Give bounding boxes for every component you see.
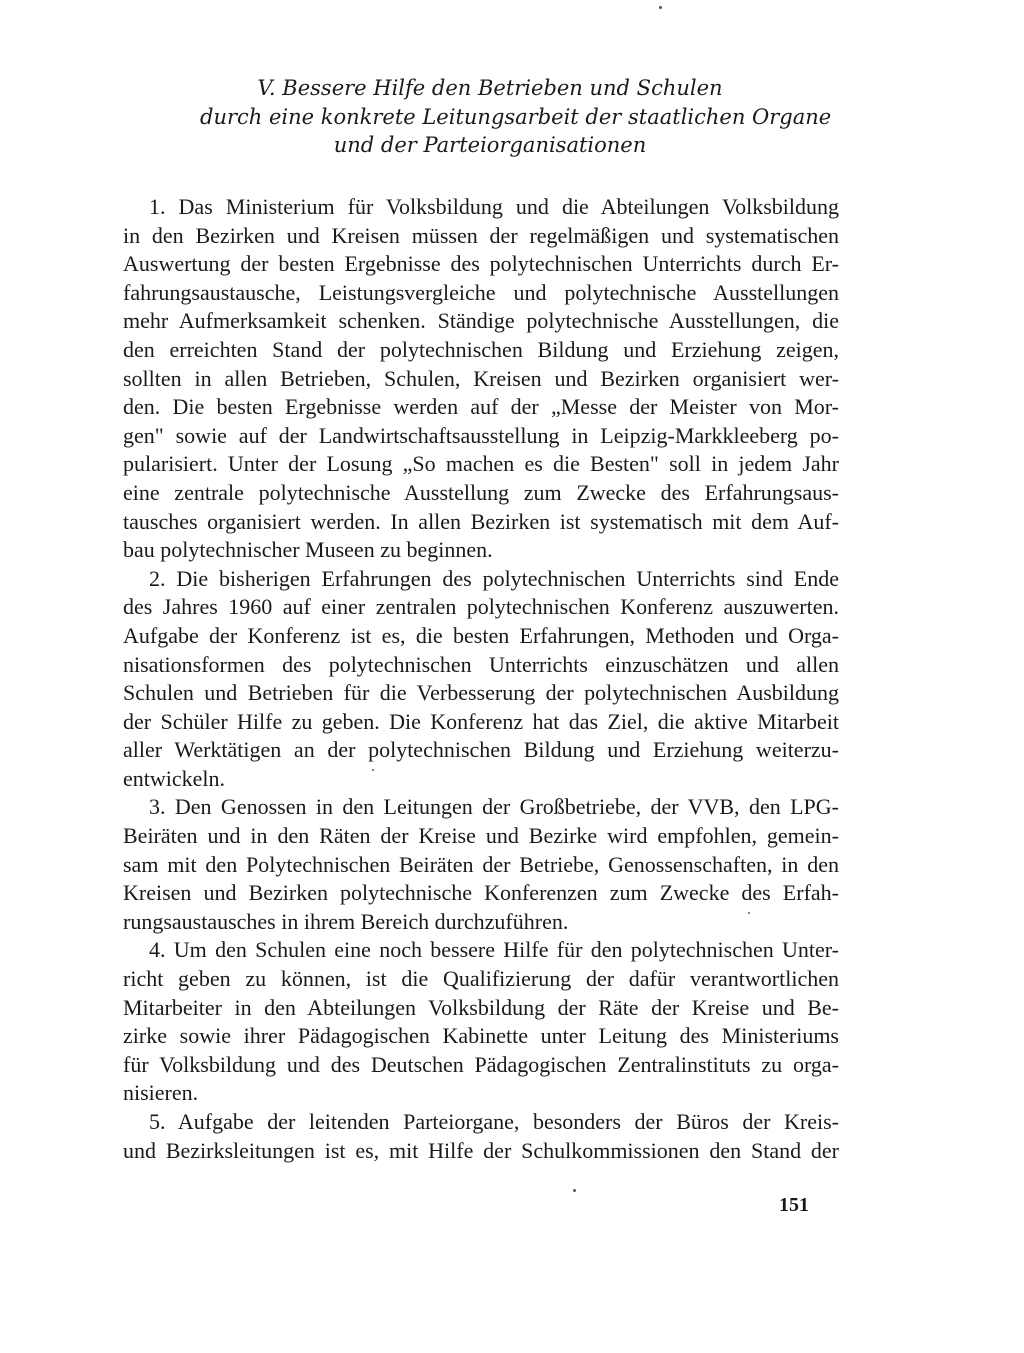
text-line: Kreisen und Bezirken polytechnische Konferenzen zum Zwecke des Erfah- (123, 880, 839, 906)
text-line: entwickeln. (123, 765, 226, 791)
text-line: zirke sowie ihrer Pädagogischen Kabinette unter Leitung des Ministeriums (123, 1023, 839, 1049)
text-line: des Jahres 1960 auf einer zentralen polytechnischen Konferenz auszuwerten. (123, 594, 839, 620)
paragraph-3 (123, 793, 839, 936)
text-line: aller Werktätigen an der polytechnischen Bildung und Erziehung weiterzu- (123, 737, 839, 763)
text-line: mehr Aufmerksamkeit schenken. Ständige polytechnische Ausstellungen, die (123, 308, 839, 334)
print-speck (573, 1189, 576, 1192)
body-text (123, 193, 839, 1165)
text-line: Mitarbeiter in den Abteilungen Volksbildung der Räte der Kreise und Be- (123, 994, 839, 1020)
text-line: fahrungsaustausche, Leistungsvergleiche und polytechnische Ausstellungen (123, 279, 839, 305)
paragraph-4 (123, 936, 839, 1108)
text-line: Auswertung der besten Ergebnisse des polytechnischen Unterrichts durch Er- (123, 251, 839, 277)
text-line: 1. Das Ministerium für Volksbildung und die Abteilungen Volksbildung (149, 194, 839, 219)
text-line: Beiräten und in den Räten der Kreise und Bezirke wird empfohlen, gemein- (123, 823, 839, 849)
text-line: für Volksbildung und des Deutschen Pädagogischen Zentralinstituts zu orga- (123, 1051, 839, 1077)
paragraph-2 (123, 565, 839, 794)
text-line: in den Bezirken und Kreisen müssen der regelmäßigen und systematischen (123, 222, 839, 248)
page-number: 151 (779, 1194, 809, 1216)
text-line: rungsaustausches in ihrem Bereich durchzuführen. (123, 908, 569, 934)
text-line: nisationsformen des polytechnischen Unterrichts einzuschätzen und allen (123, 651, 839, 677)
print-speck (372, 769, 374, 771)
text-line: den erreichten Stand der polytechnischen Bildung und Erziehung zeigen, (123, 336, 839, 362)
text-line: bau polytechnischer Museen zu beginnen. (123, 537, 493, 563)
text-line: Aufgabe der Konferenz ist es, die besten Erfahrungen, Methoden und Orga- (123, 622, 839, 648)
text-line: der Schüler Hilfe zu geben. Die Konferenz hat das Ziel, die aktive Mitarbeit (123, 708, 839, 734)
text-line: und Bezirksleitungen ist es, mit Hilfe der Schulkommissionen den Stand der (123, 1137, 839, 1163)
text-line: tausches organisiert werden. In allen Bezirken ist systematisch mit dem Auf- (123, 508, 839, 534)
text-line: eine zentrale polytechnische Ausstellung zum Zwecke des Erfahrungsaus- (123, 479, 839, 505)
heading-line-1: V. Bessere Hilfe den Betrieben und Schulen (257, 76, 723, 100)
paragraph-5 (123, 1108, 839, 1165)
text-line: pularisiert. Unter der Losung „So machen es die Besten" soll in jedem Jahr (123, 451, 839, 477)
text-line: sam mit den Polytechnischen Beiräten der Betriebe, Genossenschaften, in den (123, 851, 839, 877)
heading-line-3: und der Parteiorganisationen (333, 133, 647, 157)
text-line: sollten in allen Betrieben, Schulen, Kreisen und Bezirken organisiert wer- (123, 365, 839, 391)
section-heading (200, 74, 832, 160)
text-line: 4. Um den Schulen eine noch bessere Hilfe für den polytechnischen Unter- (149, 937, 839, 963)
text-line: gen" sowie auf der Landwirtschaftsausstellung in Leipzig-Markkleeberg po- (123, 422, 839, 448)
text-line: 3. Den Genossen in den Leitungen der Großbetriebe, der VVB, den LPG- (149, 794, 839, 820)
text-line: nisieren. (123, 1080, 199, 1106)
print-speck (659, 6, 662, 9)
text-line: den. Die besten Ergebnisse werden auf der „Messe der Meister von Mor- (123, 394, 839, 420)
text-line: richt geben zu können, ist die Qualifizierung der dafür verantwortlichen (123, 966, 839, 992)
text-line: 2. Die bisherigen Erfahrungen des polytechnischen Unterrichts sind Ende (149, 565, 839, 591)
text-line: Schulen und Betrieben für die Verbesserung der polytechnischen Ausbildung (123, 680, 839, 706)
print-speck (748, 912, 750, 914)
heading-line-2: durch eine konkrete Leitungsarbeit der staatlichen Organe (200, 104, 832, 129)
paragraph-1 (123, 193, 839, 565)
text-line: 5. Aufgabe der leitenden Parteiorgane, besonders der Büros der Kreis- (149, 1109, 839, 1134)
